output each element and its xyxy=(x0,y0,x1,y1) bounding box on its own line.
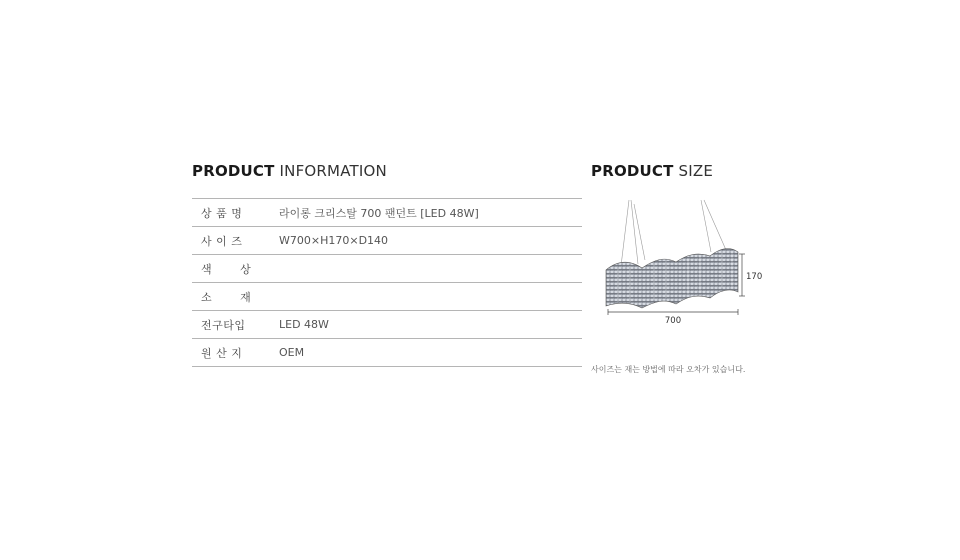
size-title-strong: PRODUCT xyxy=(591,162,674,180)
info-row-color xyxy=(192,255,582,283)
height-label: 170 xyxy=(746,272,763,282)
info-title-strong: PRODUCT xyxy=(192,162,275,180)
info-value: 라이롱 크리스탈 700 팬던트 [LED 48W] xyxy=(279,206,479,220)
size-title-light: SIZE xyxy=(673,162,714,180)
product-information-title xyxy=(192,162,387,180)
info-row-bulb-type xyxy=(192,311,582,339)
info-label: 사 이 즈 xyxy=(201,234,243,248)
info-label: 상 품 명 xyxy=(201,206,243,220)
info-label: 원 산 지 xyxy=(201,346,243,360)
info-row-origin xyxy=(192,339,582,367)
info-row-product-name xyxy=(192,199,582,227)
product-info-table xyxy=(192,198,582,367)
info-label: 색 상 xyxy=(201,262,252,276)
product-size-title xyxy=(591,162,713,180)
info-label: 소 재 xyxy=(201,290,252,304)
product-size-diagram xyxy=(598,198,768,330)
info-row-size xyxy=(192,227,582,255)
height-dimension xyxy=(739,254,745,296)
width-dimension xyxy=(608,309,738,315)
info-value: W700×H170×D140 xyxy=(279,234,389,247)
info-row-material xyxy=(192,283,582,311)
info-title-light: INFORMATION xyxy=(274,162,387,180)
size-note: 사이즈는 재는 방법에 따라 오차가 있습니다. xyxy=(591,365,746,374)
width-label: 700 xyxy=(664,316,682,326)
info-label: 전구타입 xyxy=(201,318,246,332)
info-value: OEM xyxy=(279,346,305,359)
info-value: LED 48W xyxy=(279,318,329,331)
chandelier-body xyxy=(606,249,738,308)
